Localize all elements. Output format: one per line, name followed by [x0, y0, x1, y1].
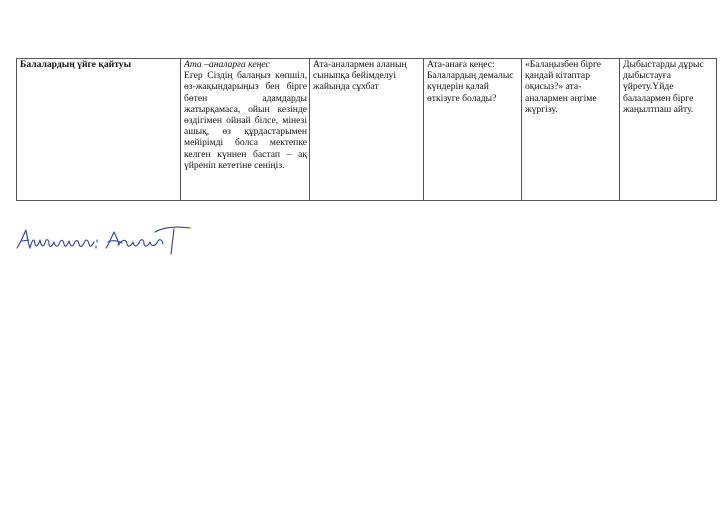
advice-text: Егер Сіздің балаңыз көпшіл, өз-жақындарыңыз бен бірге бөтен адамдарды жатырқамаса, ойын кезінде өздігімен ойнай білсе, мінезі ашық, өз құрдастарымен мейірімді болса мектепке келген күннен бастап – ақ үйреніп кететіне сеніңіз. [184, 70, 307, 171]
table-row [17, 59, 717, 201]
handwritten-signature [14, 218, 194, 264]
parents-corner-cell: Ата-аналармен аланың сыныпқа бейімделуі жайында сұхбат [310, 59, 424, 201]
parents-advice-cell: Ата-анаға кеңес: Балалардың демалыс күндерін қалай өткізуге болады? [424, 59, 522, 201]
plan-table [16, 58, 717, 201]
advice-heading: Ата –аналарға кеңес [184, 59, 270, 70]
topic-cell: Балалардың үйге қайтуы [17, 59, 181, 201]
sounds-cell: Дыбыстарды дұрыс дыбыстауға үйрету.Үйде балалармен бірге жаңылтпаш айту. [620, 59, 717, 201]
books-talk-cell: «Балаңызбен бірге қандай кітаптар оқисыз?» ата-аналармен әңгіме жүргізу. [522, 59, 620, 201]
advice-cell [181, 59, 310, 201]
